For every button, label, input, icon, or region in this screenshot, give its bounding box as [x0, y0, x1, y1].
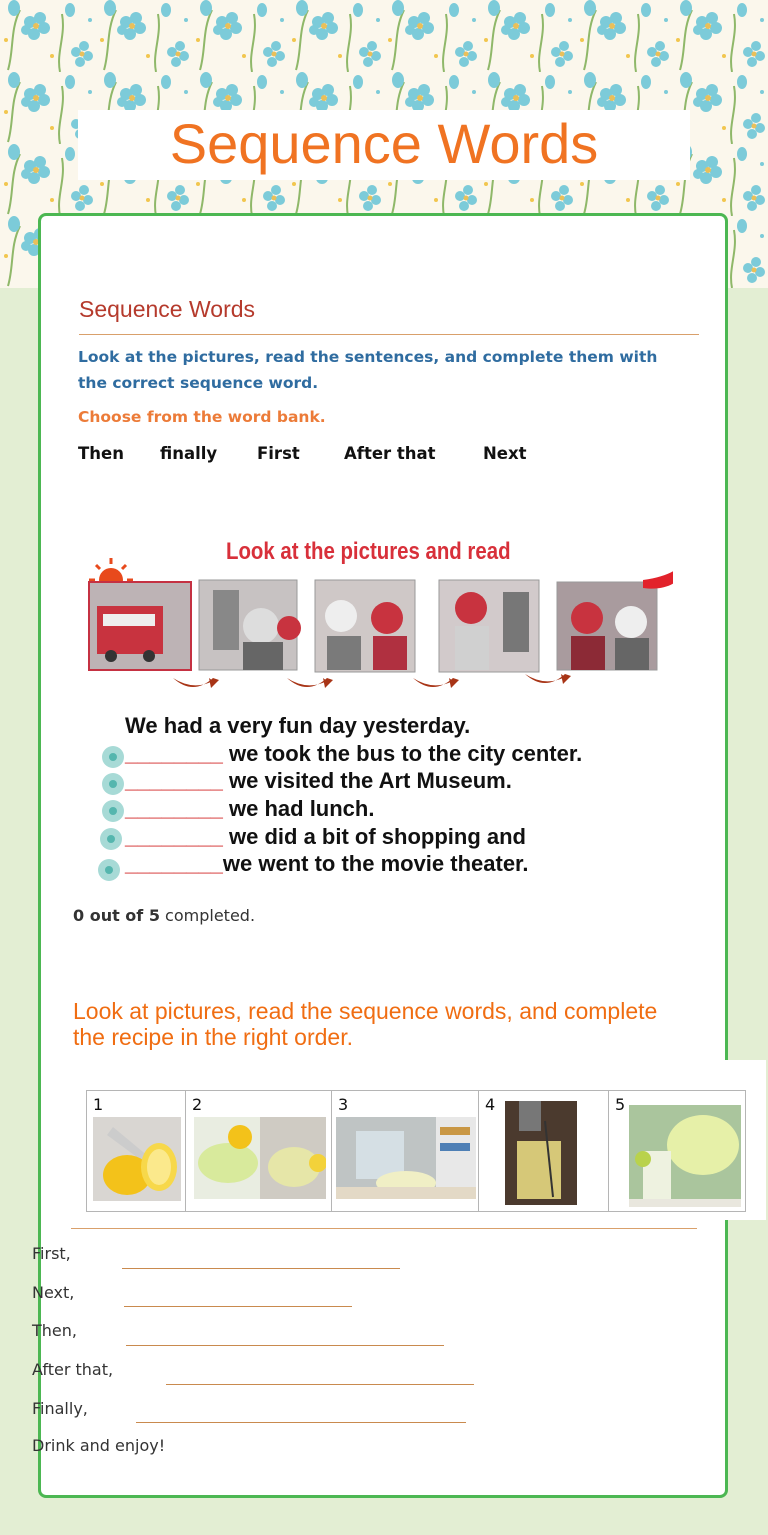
instructions: Look at the pictures, read the sentences, and complete them with the correct sequence word. — [78, 348, 658, 392]
bullet-icon — [98, 859, 120, 881]
pouring-image — [336, 1117, 476, 1199]
answer-blank[interactable]: ________ — [125, 768, 223, 793]
lemon-halves-image — [93, 1117, 181, 1201]
bullet-icon — [100, 828, 122, 850]
recipe-divider — [71, 1228, 697, 1229]
word-bank-item: Then — [78, 444, 124, 463]
recipe-heading: Look at pictures, read the sequence words, and complete the recipe in the right order. — [73, 998, 658, 1050]
word-bank-item: Next — [483, 444, 527, 463]
recipe-step-input[interactable] — [122, 1268, 400, 1269]
answer-blank[interactable]: ________ — [125, 851, 223, 876]
sentence-text: we went to the movie theater. — [222, 851, 529, 876]
arrow-icon — [173, 674, 571, 688]
answer-blank[interactable]: ________ — [125, 824, 223, 849]
step-number: 1 — [93, 1095, 104, 1114]
recipe-image-table — [86, 1090, 746, 1212]
story-frame — [89, 582, 191, 670]
recipe-step-input[interactable] — [166, 1384, 474, 1385]
page-title-box — [78, 110, 690, 180]
page-title: Sequence Words — [169, 112, 599, 175]
recipe-step-label: First, — [32, 1244, 71, 1263]
bullet-icon — [102, 800, 124, 822]
closing-text: Drink and enjoy! — [32, 1436, 166, 1455]
sentence-text: we visited the Art Museum. — [222, 768, 512, 793]
recipe-step-label: Finally, — [32, 1399, 88, 1418]
sentence-row — [125, 741, 582, 767]
word-bank-item: After that — [344, 444, 436, 463]
story-frame — [557, 582, 657, 670]
intro-sentence: We had a very fun day yesterday. — [125, 713, 471, 738]
sentence-row — [125, 851, 529, 877]
lemonade-glass-image — [505, 1101, 577, 1205]
recipe-step-input[interactable] — [126, 1345, 444, 1346]
word-bank-hint: Choose from the word bank. — [78, 408, 326, 426]
sentence-row — [125, 768, 512, 794]
word-bank-item: finally — [160, 444, 218, 463]
recipe-step-label: Then, — [32, 1321, 77, 1340]
story-frame — [199, 580, 301, 670]
step-number: 3 — [338, 1095, 349, 1114]
juicer-image — [194, 1117, 326, 1199]
serving-lemonade-image — [629, 1105, 741, 1207]
completion-suffix: completed. — [159, 906, 256, 925]
answer-blank[interactable]: ________ — [125, 796, 223, 821]
step-number: 2 — [192, 1095, 203, 1114]
bullet-icon — [102, 773, 124, 795]
picture-heading: Look at the pictures and read — [226, 538, 511, 565]
story-frame — [439, 580, 539, 672]
section-heading: Sequence Words — [79, 296, 256, 322]
answer-blank[interactable]: ________ — [125, 741, 223, 766]
recipe-cell — [87, 1091, 186, 1211]
recipe-cell — [332, 1091, 479, 1211]
recipe-step-input[interactable] — [124, 1306, 352, 1307]
step-number: 4 — [485, 1095, 496, 1114]
completion-count: 0 out of 5 — [73, 906, 160, 925]
recipe-step-label: After that, — [32, 1360, 114, 1379]
step-number: 5 — [615, 1095, 626, 1114]
recipe-cell — [609, 1091, 745, 1211]
section-divider — [79, 334, 699, 335]
sentence-text: we did a bit of shopping and — [222, 824, 526, 849]
recipe-step-label: Next, — [32, 1283, 75, 1302]
sentence-text: we had lunch. — [222, 796, 375, 821]
sentence-row — [125, 796, 374, 822]
story-frame — [315, 580, 415, 672]
recipe-step-input[interactable] — [136, 1422, 466, 1423]
sentence-row — [125, 824, 526, 850]
story-picture-strip — [83, 556, 673, 696]
completion-status — [73, 906, 255, 925]
recipe-cell — [479, 1091, 609, 1211]
bullet-icon — [102, 746, 124, 768]
sentence-text: we took the bus to the city center. — [222, 741, 583, 766]
word-bank-item: First — [257, 444, 300, 463]
recipe-cell — [186, 1091, 332, 1211]
